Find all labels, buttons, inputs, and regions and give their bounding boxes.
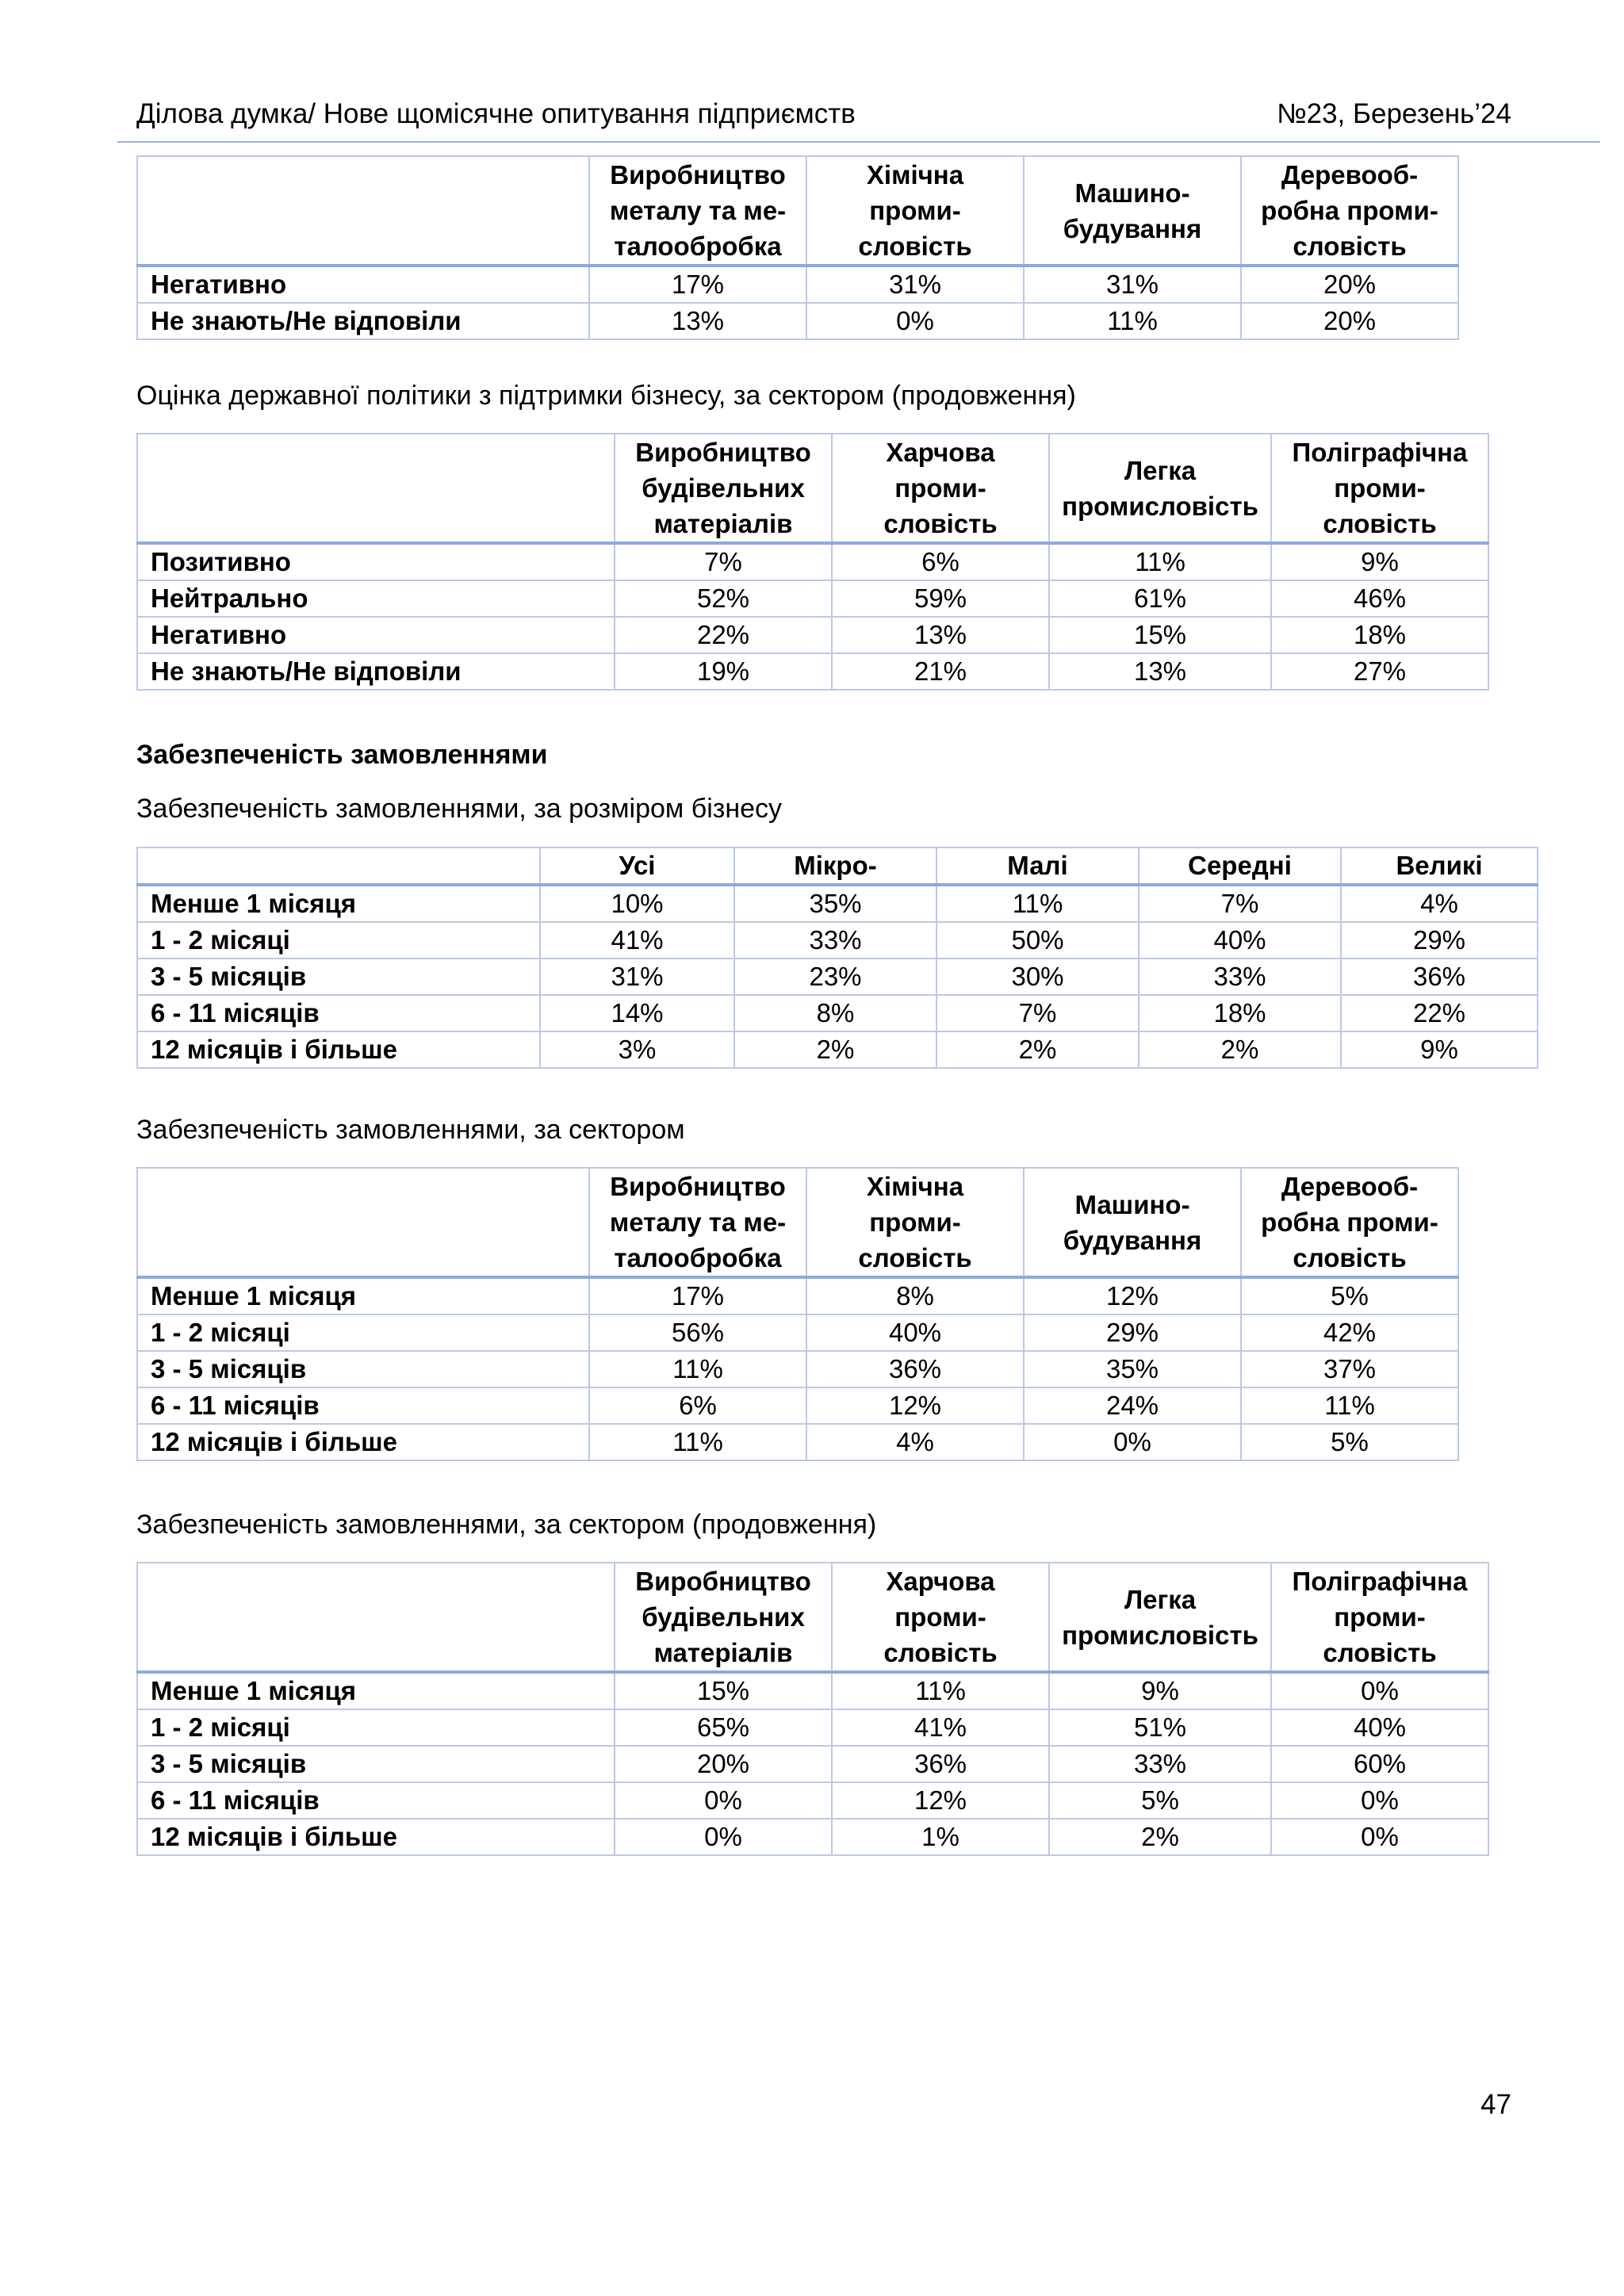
row-label: Негативно: [137, 266, 589, 303]
column-header-line: Машино-: [1074, 1189, 1190, 1219]
table-cell: 20%: [1241, 303, 1458, 339]
table-cell: 2%: [1049, 1819, 1271, 1855]
row-label: 6 - 11 місяців: [137, 1782, 615, 1819]
row-label: 6 - 11 місяців: [137, 995, 540, 1031]
table-cell: 17%: [589, 1277, 806, 1314]
row-label: Менше 1 місяця: [137, 1672, 615, 1709]
table-cell: 3%: [540, 1031, 734, 1068]
table-cell: 46%: [1271, 580, 1488, 617]
caption2-block: [136, 380, 1076, 412]
column-header-line: металу та ме-: [609, 196, 787, 225]
table-cell: 2%: [1139, 1031, 1341, 1068]
column-header: Великі: [1341, 848, 1538, 885]
row-label: Нейтрально: [137, 580, 615, 617]
table-cell: 41%: [540, 922, 734, 959]
table-cell: 5%: [1241, 1424, 1458, 1460]
table-cell: 7%: [1139, 885, 1341, 922]
column-header-line: словість: [1293, 232, 1407, 261]
column-header-line: металу та ме-: [609, 1207, 787, 1237]
column-header: [1024, 1168, 1241, 1277]
column-header-line: Харчова: [886, 1567, 995, 1596]
table-cell: 11%: [832, 1672, 1049, 1709]
table-row: [137, 1277, 1458, 1314]
table-orders-by-sector-b: [136, 1562, 1489, 1856]
table-row: [137, 543, 1488, 580]
column-header-line: проми-: [869, 1207, 961, 1237]
table-cell: 0%: [615, 1782, 832, 1819]
table-cell: 31%: [540, 959, 734, 995]
table-caption: Забезпеченість замовленнями, за сектором: [136, 1115, 685, 1145]
column-header: [1271, 434, 1488, 543]
table-cell: 6%: [832, 543, 1049, 580]
table-cell: 18%: [1139, 995, 1341, 1031]
table-cell: 5%: [1241, 1277, 1458, 1314]
row-label: Негативно: [137, 617, 615, 653]
column-header-line: Виробництво: [610, 1172, 786, 1201]
table-cell: 0%: [1024, 1424, 1241, 1460]
table-cell: 12%: [806, 1387, 1024, 1424]
column-header-line: будівельних: [642, 1602, 805, 1632]
table-row: [137, 1314, 1458, 1351]
table-cell: 9%: [1341, 1031, 1538, 1068]
table-cell: 42%: [1241, 1314, 1458, 1351]
column-header-line: Поліграфічна: [1292, 1567, 1468, 1596]
table-cell: 20%: [1241, 266, 1458, 303]
table-row: [137, 617, 1488, 653]
table-row: [137, 1819, 1488, 1855]
column-header-line: Машино-: [1074, 178, 1190, 208]
column-header: [589, 156, 806, 266]
table-cell: 7%: [615, 543, 832, 580]
table-cell: 33%: [734, 922, 936, 959]
column-header: Мікро-: [734, 848, 936, 885]
column-header: [615, 1563, 832, 1672]
table-cell: 4%: [1341, 885, 1538, 922]
table-cell: 20%: [615, 1746, 832, 1782]
table-cell: 13%: [832, 617, 1049, 653]
column-header-line: Легка: [1124, 1584, 1197, 1614]
section-heading: Забезпеченість замовленнями: [136, 740, 548, 770]
column-header-line: словість: [858, 232, 972, 261]
table-cell: 0%: [806, 303, 1024, 339]
column-header: Малі: [936, 848, 1139, 885]
table-row: [137, 1782, 1488, 1819]
table-cell: 11%: [589, 1351, 806, 1387]
column-header: [1024, 156, 1241, 266]
table-row: [137, 1709, 1488, 1746]
table-cell: 61%: [1049, 580, 1271, 617]
table-cell: 15%: [615, 1672, 832, 1709]
table-header-row: [137, 1563, 1488, 1672]
table-cell: 59%: [832, 580, 1049, 617]
column-header-line: будування: [1063, 1225, 1202, 1255]
row-label: Менше 1 місяця: [137, 1277, 589, 1314]
row-label: 3 - 5 місяців: [137, 1746, 615, 1782]
table-row: [137, 922, 1538, 959]
column-header-line: словість: [883, 509, 998, 538]
table-cell: 2%: [734, 1031, 936, 1068]
table-row: [137, 1387, 1458, 1424]
table-cell: 56%: [589, 1314, 806, 1351]
table-row: [137, 580, 1488, 617]
table1-block: [136, 155, 1459, 340]
table-cell: 35%: [734, 885, 936, 922]
table-cell: 40%: [1139, 922, 1341, 959]
table-cell: 40%: [1271, 1709, 1488, 1746]
table-cell: 11%: [1049, 543, 1271, 580]
table-cell: 8%: [806, 1277, 1024, 1314]
row-label: Не знають/Не відповіли: [137, 303, 589, 339]
table-cell: 24%: [1024, 1387, 1241, 1424]
column-header: [1241, 156, 1458, 266]
table-cell: 11%: [1024, 303, 1241, 339]
row-label: Не знають/Не відповіли: [137, 653, 615, 690]
table-row: [137, 653, 1488, 690]
table-header-row: [137, 434, 1488, 543]
table-cell: 12%: [1024, 1277, 1241, 1314]
column-header-line: словість: [883, 1638, 998, 1667]
table-cell: 51%: [1049, 1709, 1271, 1746]
table-cell: 41%: [832, 1709, 1049, 1746]
table-row: [137, 885, 1538, 922]
table-row: [137, 1351, 1458, 1387]
table-row: [137, 1746, 1488, 1782]
table-cell: 14%: [540, 995, 734, 1031]
column-header-line: промисловість: [1062, 491, 1258, 521]
table4-block: [136, 1167, 1459, 1461]
running-header-issue: №23, Березень’24: [1277, 98, 1511, 129]
row-label: 12 місяців і більше: [137, 1424, 589, 1460]
column-header: [1049, 434, 1271, 543]
row-label: 1 - 2 місяці: [137, 922, 540, 959]
table-row: [137, 1672, 1488, 1709]
table-cell: 0%: [1271, 1782, 1488, 1819]
table-row: [137, 266, 1458, 303]
table-cell: 0%: [1271, 1672, 1488, 1709]
column-header: [806, 1168, 1024, 1277]
column-header-line: Поліграфічна: [1292, 438, 1468, 467]
table-corner-cell: [137, 1563, 615, 1672]
table-row: [137, 303, 1458, 339]
table-orders-by-sector-a: [136, 1167, 1459, 1461]
column-header-line: матеріалів: [653, 509, 793, 538]
table-cell: 19%: [615, 653, 832, 690]
column-header-line: Хімічна: [866, 1172, 964, 1201]
column-header-line: Виробництво: [635, 1567, 811, 1596]
table3-block: [136, 847, 1538, 1069]
column-header: [1271, 1563, 1488, 1672]
table-cell: 9%: [1049, 1672, 1271, 1709]
column-header-line: будівельних: [642, 473, 805, 503]
column-header-line: Харчова: [886, 438, 995, 467]
table-cell: 31%: [1024, 266, 1241, 303]
row-label: 12 місяців і більше: [137, 1031, 540, 1068]
table-cell: 5%: [1049, 1782, 1271, 1819]
row-label: 3 - 5 місяців: [137, 1351, 589, 1387]
column-header-line: словість: [1293, 1243, 1407, 1272]
table-cell: 13%: [589, 303, 806, 339]
column-header-line: Хімічна: [866, 160, 964, 189]
table-corner-cell: [137, 434, 615, 543]
table-cell: 60%: [1271, 1746, 1488, 1782]
caption5-block: [136, 1509, 876, 1541]
row-label: 1 - 2 місяці: [137, 1709, 615, 1746]
column-header: [589, 1168, 806, 1277]
table-caption: Оцінка державної політики з підтримки бізнесу, за сектором (продовження): [136, 381, 1076, 411]
table-cell: 31%: [806, 266, 1024, 303]
table-cell: 0%: [1271, 1819, 1488, 1855]
column-header-line: матеріалів: [653, 1638, 793, 1667]
column-header-line: словість: [1323, 509, 1437, 538]
table-cell: 36%: [1341, 959, 1538, 995]
table-cell: 65%: [615, 1709, 832, 1746]
table-cell: 11%: [589, 1424, 806, 1460]
column-header: Середні: [1139, 848, 1341, 885]
table-caption: Забезпеченість замовленнями, за сектором (продовження): [136, 1510, 877, 1540]
table-cell: 50%: [936, 922, 1139, 959]
table-header-row: [137, 1168, 1458, 1277]
table-cell: 7%: [936, 995, 1139, 1031]
table-cell: 33%: [1049, 1746, 1271, 1782]
column-header: [832, 434, 1049, 543]
table5-block: [136, 1562, 1489, 1856]
row-label: 12 місяців і більше: [137, 1819, 615, 1855]
table-cell: 13%: [1049, 653, 1271, 690]
table-cell: 37%: [1241, 1351, 1458, 1387]
table-cell: 2%: [936, 1031, 1139, 1068]
table-header-row: [137, 848, 1538, 885]
column-header-line: будування: [1063, 213, 1202, 243]
column-header-line: словість: [1323, 1638, 1437, 1667]
column-header-line: Деревооб-: [1281, 160, 1419, 189]
table-cell: 35%: [1024, 1351, 1241, 1387]
running-header-title: Ділова думка/ Нове щомісячне опитування підприємств: [136, 98, 856, 129]
table-cell: 22%: [615, 617, 832, 653]
page-number: 47: [1480, 2089, 1511, 2120]
table-cell: 9%: [1271, 543, 1488, 580]
table-corner-cell: [137, 1168, 589, 1277]
table-cell: 52%: [615, 580, 832, 617]
table-cell: 11%: [936, 885, 1139, 922]
table-cell: 1%: [832, 1819, 1049, 1855]
caption4-block: [136, 1114, 685, 1146]
column-header-line: талообробка: [614, 1243, 782, 1272]
section-heading-block: [136, 740, 547, 771]
column-header-line: словість: [858, 1243, 972, 1272]
table-cell: 29%: [1024, 1314, 1241, 1351]
column-header-line: талообробка: [614, 232, 782, 261]
table-cell: 15%: [1049, 617, 1271, 653]
column-header: [615, 434, 832, 543]
row-label: 3 - 5 місяців: [137, 959, 540, 995]
column-header-line: Виробництво: [610, 160, 786, 189]
column-header-line: промисловість: [1062, 1620, 1258, 1650]
table-cell: 18%: [1271, 617, 1488, 653]
column-header-line: Виробництво: [635, 438, 811, 467]
column-header: Усі: [540, 848, 734, 885]
table-cell: 40%: [806, 1314, 1024, 1351]
table-cell: 11%: [1241, 1387, 1458, 1424]
column-header: [832, 1563, 1049, 1672]
column-header-line: робна проми-: [1261, 196, 1438, 225]
row-label: 6 - 11 місяців: [137, 1387, 589, 1424]
table-row: [137, 1031, 1538, 1068]
column-header-line: проми-: [869, 196, 961, 225]
table-sentiment-sectors-b: [136, 433, 1489, 691]
table-sentiment-sectors-a: [136, 155, 1459, 340]
table-cell: 23%: [734, 959, 936, 995]
table-orders-by-size: [136, 847, 1538, 1069]
table-cell: 36%: [832, 1746, 1049, 1782]
column-header: [1049, 1563, 1271, 1672]
table-cell: 22%: [1341, 995, 1538, 1031]
table-cell: 27%: [1271, 653, 1488, 690]
row-label: 1 - 2 місяці: [137, 1314, 589, 1351]
table-cell: 36%: [806, 1351, 1024, 1387]
row-label: Менше 1 місяця: [137, 885, 540, 922]
column-header-line: Легка: [1124, 455, 1197, 485]
column-header: [1241, 1168, 1458, 1277]
table-cell: 17%: [589, 266, 806, 303]
column-header-line: проми-: [1334, 473, 1426, 503]
column-header-line: робна проми-: [1261, 1207, 1438, 1237]
table-cell: 30%: [936, 959, 1139, 995]
table-cell: 12%: [832, 1782, 1049, 1819]
table-cell: 8%: [734, 995, 936, 1031]
table-header-row: [137, 156, 1458, 266]
table2-block: [136, 433, 1489, 691]
table-caption: Забезпеченість замовленнями, за розміром бізнесу: [136, 794, 783, 824]
table-cell: 33%: [1139, 959, 1341, 995]
table-cell: 4%: [806, 1424, 1024, 1460]
table-row: [137, 995, 1538, 1031]
column-header-line: проми-: [1334, 1602, 1426, 1632]
row-label: Позитивно: [137, 543, 615, 580]
header-divider: [117, 141, 1600, 143]
column-header-line: проми-: [894, 473, 986, 503]
table-cell: 0%: [615, 1819, 832, 1855]
caption3-block: [136, 793, 782, 825]
table-row: [137, 1424, 1458, 1460]
column-header-line: проми-: [894, 1602, 986, 1632]
table-corner-cell: [137, 156, 589, 266]
table-cell: 10%: [540, 885, 734, 922]
table-cell: 21%: [832, 653, 1049, 690]
table-cell: 29%: [1341, 922, 1538, 959]
table-corner-cell: [137, 848, 540, 885]
column-header-line: Деревооб-: [1281, 1172, 1419, 1201]
table-cell: 6%: [589, 1387, 806, 1424]
column-header: [806, 156, 1024, 266]
table-row: [137, 959, 1538, 995]
